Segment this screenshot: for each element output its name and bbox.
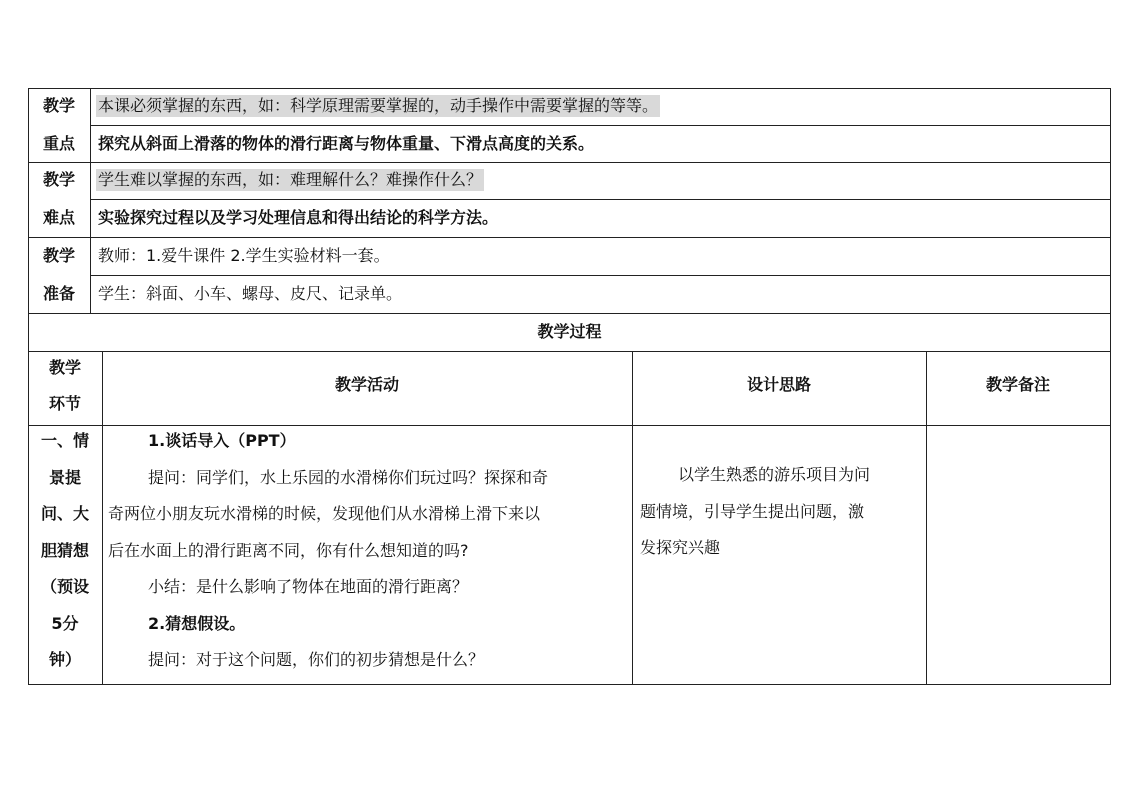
design-cell [640, 457, 922, 567]
col-divider [102, 351, 103, 685]
emphasis-text: 探究从斜面上滑落的物体的滑行距离与物体重量、下滑点高度的关系。 [98, 134, 595, 153]
row-divider [90, 199, 1111, 200]
stage-line: 钟） [48, 650, 81, 669]
prep-label-line1: 教学 [42, 246, 75, 265]
stage-line: 景提 [48, 467, 81, 487]
prep-teacher: 教师：1.爱牛课件 2.学生实验材料一套。 [98, 246, 390, 265]
prep-label-line2: 准备 [42, 284, 75, 303]
col-divider [90, 88, 91, 313]
stage-line: 问、大 [40, 504, 89, 523]
stage-line: 胆猜想 [40, 540, 89, 560]
row-divider [28, 313, 1111, 314]
header-notes: 教学备注 [985, 375, 1050, 394]
prep-student: 学生：斜面、小车、螺母、皮尺、记录单。 [98, 284, 403, 303]
stage-cell [28, 423, 102, 679]
table-border-right [1110, 88, 1111, 685]
design-line: 题情境，引导学生提出问题，激 [640, 501, 865, 521]
difficulty-hint: 学生难以掌握的东西，如：难理解什么？难操作什么？ [98, 170, 483, 189]
emphasis-label-line2: 重点 [42, 134, 75, 153]
emphasis-hint: 本课必须掌握的东西，如：科学原理需要掌握的，动手操作中需要掌握的等等。 [98, 96, 659, 115]
col-divider [632, 351, 633, 685]
design-line: 以学生熟悉的游乐项目为问 [678, 465, 871, 484]
difficulty-label-line1: 教学 [42, 170, 75, 189]
design-line: 发探究兴趣 [640, 538, 721, 557]
stage-line: （预设 [40, 577, 89, 596]
stage-line: 一、情 [40, 431, 89, 450]
table-border-top [28, 88, 1111, 89]
activity-heading: 2.猜想假设。 [148, 613, 246, 633]
row-divider [90, 275, 1111, 276]
activity-line: 小结：是什么影响了物体在地面的滑行距离？ [148, 577, 469, 596]
header-stage-line1: 教学 [48, 358, 81, 377]
activity-line: 提问：同学们，水上乐园的水滑梯你们玩过吗？探探和奇 [148, 467, 549, 487]
difficulty-label-line2: 难点 [42, 208, 75, 227]
difficulty-text: 实验探究过程以及学习处理信息和得出结论的科学方法。 [98, 208, 499, 227]
activity-heading: 1.谈话导入（PPT） [148, 431, 296, 450]
activity-line: 后在水面上的滑行距离不同，你有什么想知道的吗? [108, 540, 469, 560]
activity-line: 奇两位小朋友玩水滑梯的时候，发现他们从水滑梯上滑下来以 [108, 504, 541, 523]
activity-cell [108, 423, 630, 679]
row-divider [90, 125, 1111, 126]
header-design: 设计思路 [746, 375, 811, 394]
emphasis-label-line1: 教学 [42, 96, 75, 115]
table-border-bottom [28, 684, 1111, 685]
activity-line: 提问：对于这个问题，你们的初步猜想是什么？ [148, 650, 485, 669]
header-stage-line2: 环节 [48, 394, 81, 413]
header-activity: 教学活动 [334, 375, 399, 394]
row-divider [28, 162, 1111, 163]
col-divider [926, 351, 927, 685]
row-divider [28, 237, 1111, 238]
process-title: 教学过程 [537, 322, 602, 341]
row-divider [28, 351, 1111, 352]
stage-line: 5分 [51, 613, 79, 633]
